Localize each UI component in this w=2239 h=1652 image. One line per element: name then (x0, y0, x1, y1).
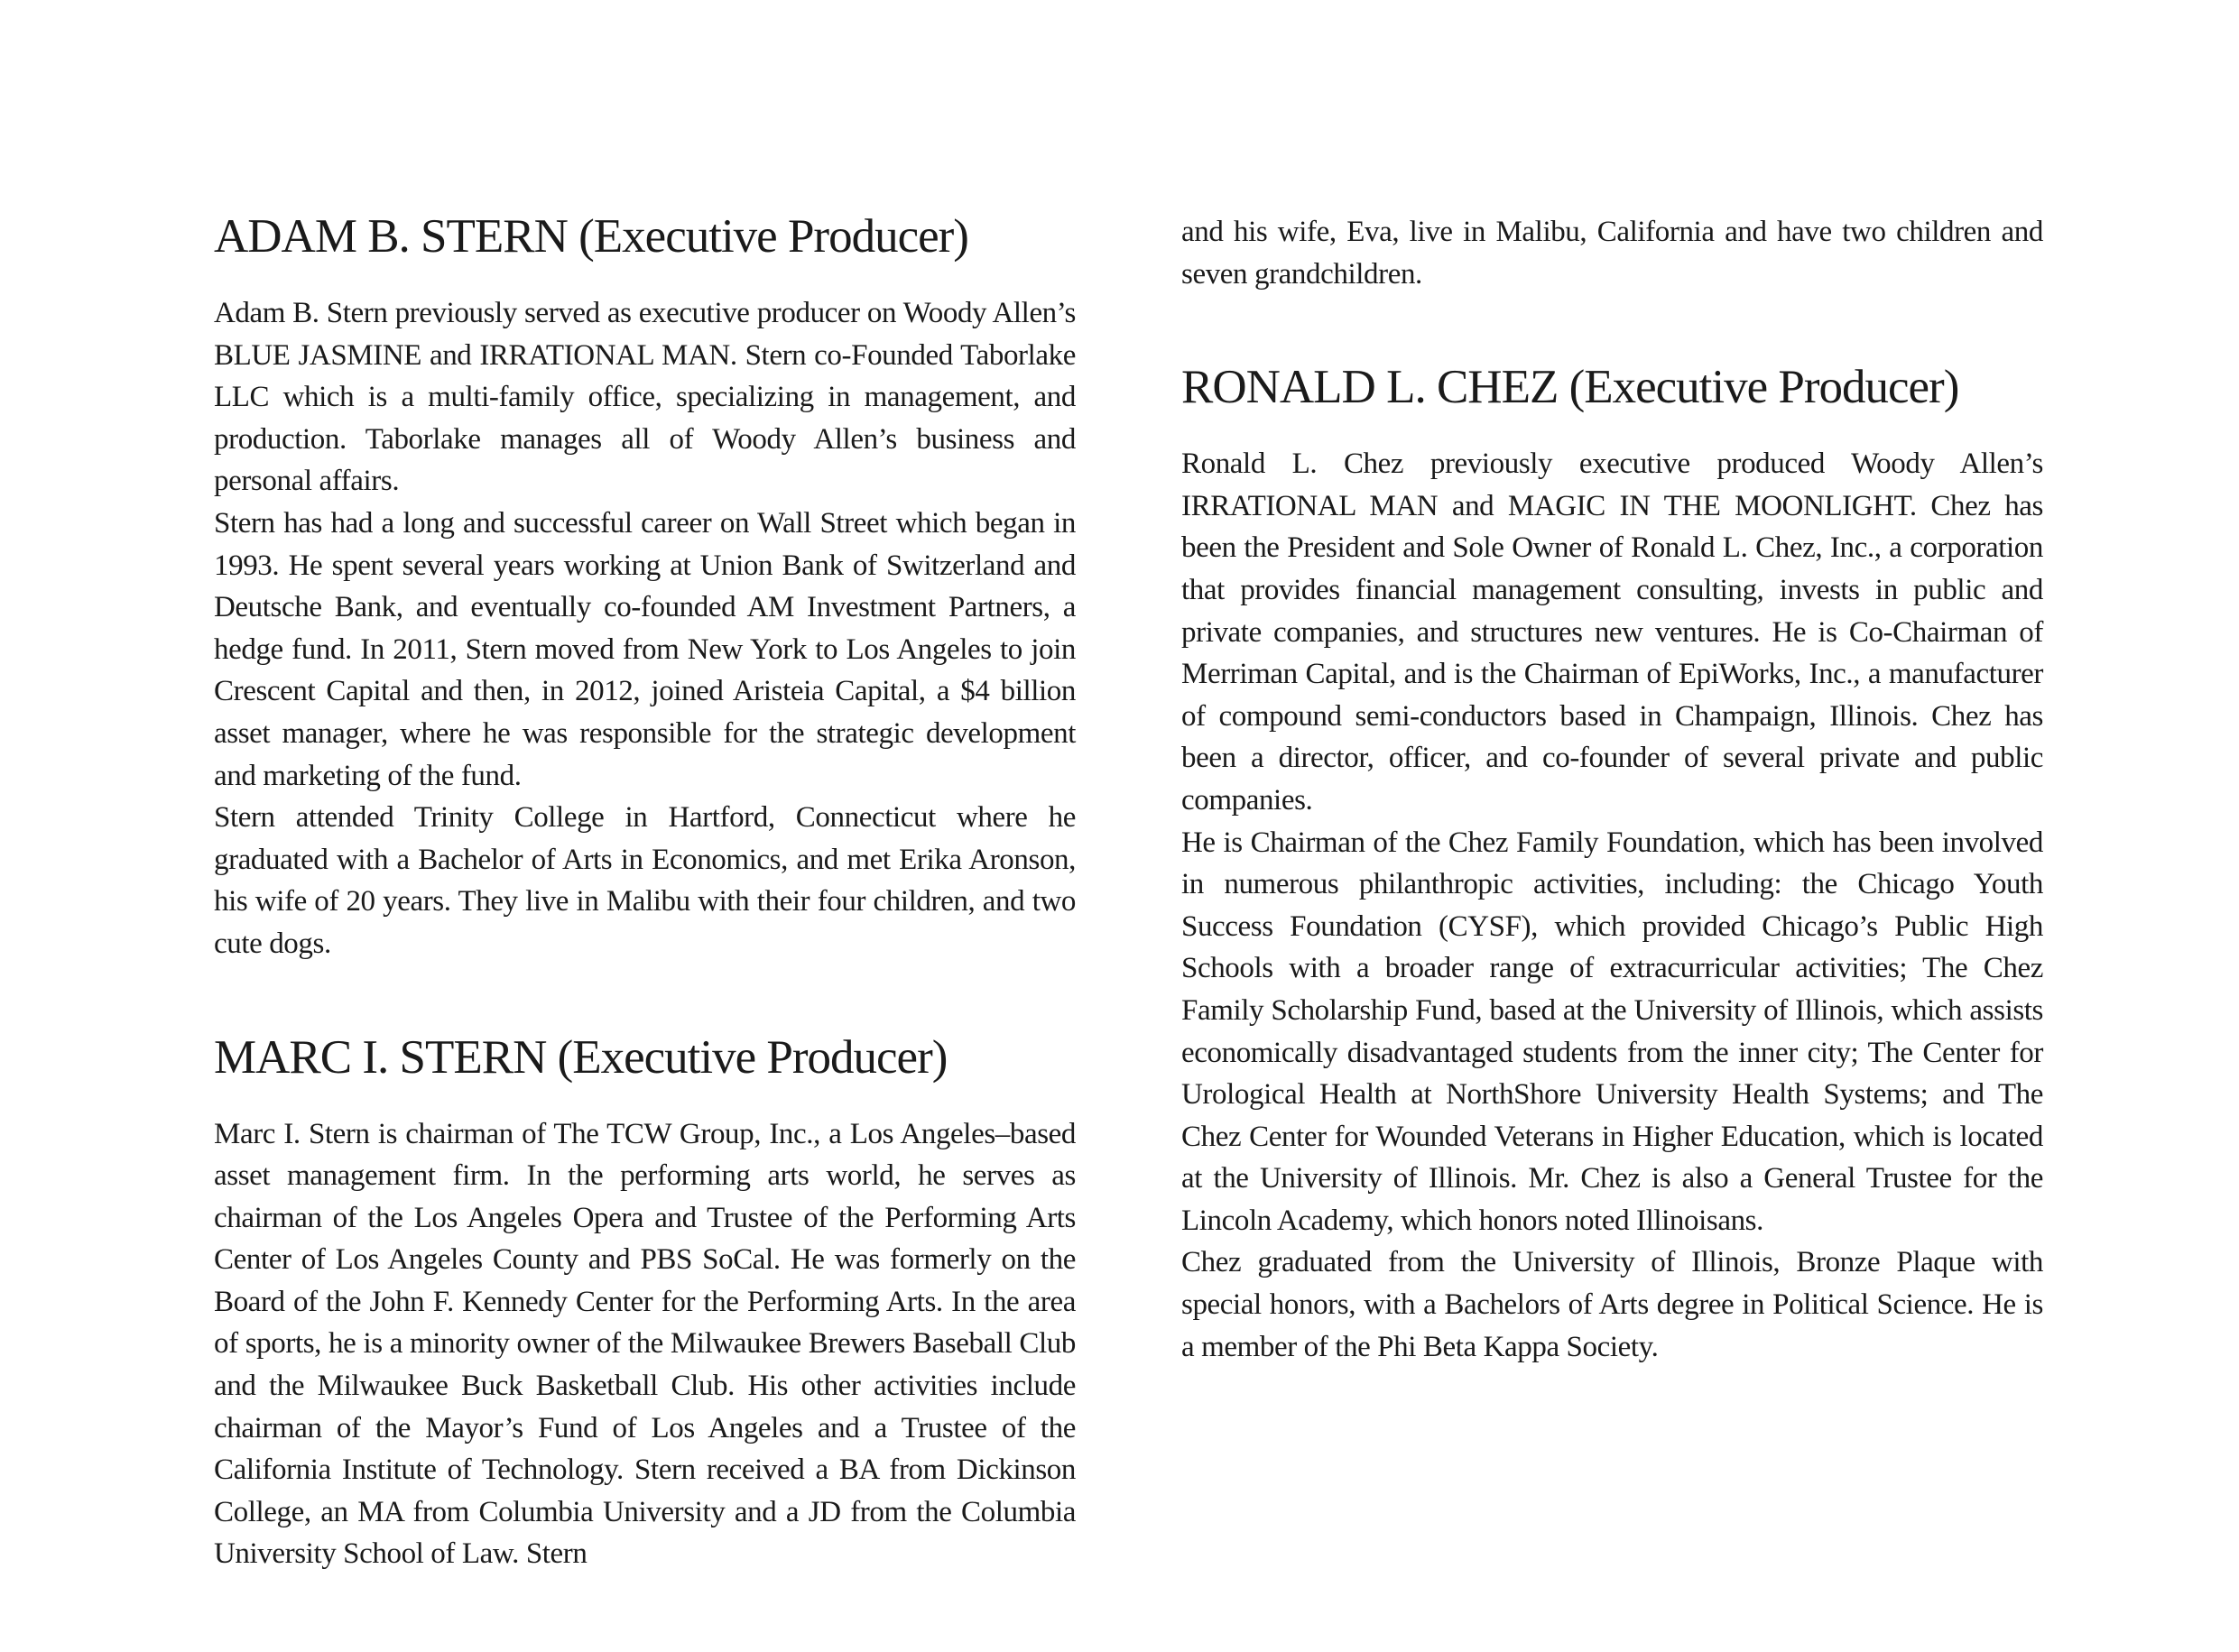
right-column (1181, 0, 2043, 1368)
ronald-chez-bio-paragraph-2: He is Chairman of the Chez Family Foundation, which has been involved in numerous philanthropic activities, including: the Chicago Youth Success Foundation (CYSF), which provided Chicago’s Public High Schools with a broader range of extracurricular activities; The Chez Family Scholarship Fund, based at the University of Illinois, which assists economically disadvantaged students from the inner city; The Center for Urological Health at NorthShore University Health Systems; and The Chez Center for Wounded Veterans in Higher Education, which is located at the University of Illinois. Mr. Chez is also a General Trustee for the Lincoln Academy, which honors noted Illinoisans. (1181, 826, 2043, 1237)
adam-stern-bio-paragraph-3: Stern attended Trinity College in Hartford, Connecticut where he graduated with a Bachelor of Arts in Economics, and met Erika Aronson, his wife of 20 years. They live in Malibu with their four children, and two cute dogs. (214, 801, 1076, 960)
adam-stern-bio-paragraph-1: Adam B. Stern previously served as executive producer on Woody Allen’s BLUE JASMINE and IRRATIONAL MAN. Stern co-Founded Taborlake LLC which is a multi-family office, specializing in management, and production. Taborlake manages all of Woody Allen’s business and personal affairs. (214, 297, 1076, 498)
ronald-chez-bio-paragraph-1: Ronald L. Chez previously executive produced Woody Allen’s IRRATIONAL MAN and MAGIC IN THE MOONLIGHT. Chez has been the President and Sole Owner of Ronald L. Chez, Inc., a corporation that provides financial management consulting, invests in public and private companies, and structures new ventures. He is Co-Chairman of Merriman Capital, and is the Chairman of EpiWorks, Inc., a manufacturer of compound semi-conductors based in Champaign, Illinois. Chez has been a director, officer, and co-founder of several private and public companies. (1181, 448, 2043, 817)
marc-stern-bio-paragraph-1: Marc I. Stern is chairman of The TCW Group, Inc., a Los Angeles–based asset management firm. In the performing arts world, he serves as chairman of the Los Angeles Opera and Trustee of the Performing Arts Center of Los Angeles County and PBS SoCal. He was formerly on the Board of the John F. Kennedy Center for the Performing Arts. In the area of sports, he is a minority owner of the Milwaukee Brewers Baseball Club and the Milwaukee Buck Basketball Club. His other activities include chairman of the Mayor’s Fund of Los Angeles and a Trustee of the California Institute of Technology. Stern received a BA from Dickinson College, an MA from Columbia University and a JD from the Columbia University School of Law. Stern (214, 1117, 1076, 1571)
marc-stern-heading: MARC I. STERN (Executive Producer) (214, 1030, 948, 1084)
ronald-chez-bio-paragraph-3: Chez graduated from the University of Illinois, Bronze Plaque with special honors, with a Bachelors of Arts degree in Political Science. He is a member of the Phi Beta Kappa Society. (1181, 1246, 2043, 1363)
left-column (214, 0, 1076, 1575)
marc-stern-bio-continued: and his wife, Eva, live in Malibu, California and have two children and seven grandchildren. (1181, 216, 2043, 291)
adam-stern-heading: ADAM B. STERN (Executive Producer) (214, 210, 968, 263)
adam-stern-bio-paragraph-2: Stern has had a long and successful career on Wall Street which began in 1993. He spent several years working at Union Bank of Switzerland and Deutsche Bank, and eventually co-founded AM Investment Partners, a hedge fund. In 2011, Stern moved from New York to Los Angeles to join Crescent Capital and then, in 2012, joined Aristeia Capital, a $4 billion asset manager, where he was responsible for the strategic development and marketing of the fund. (214, 506, 1076, 792)
ronald-chez-heading: RONALD L. CHEZ (Executive Producer) (1181, 361, 1959, 414)
